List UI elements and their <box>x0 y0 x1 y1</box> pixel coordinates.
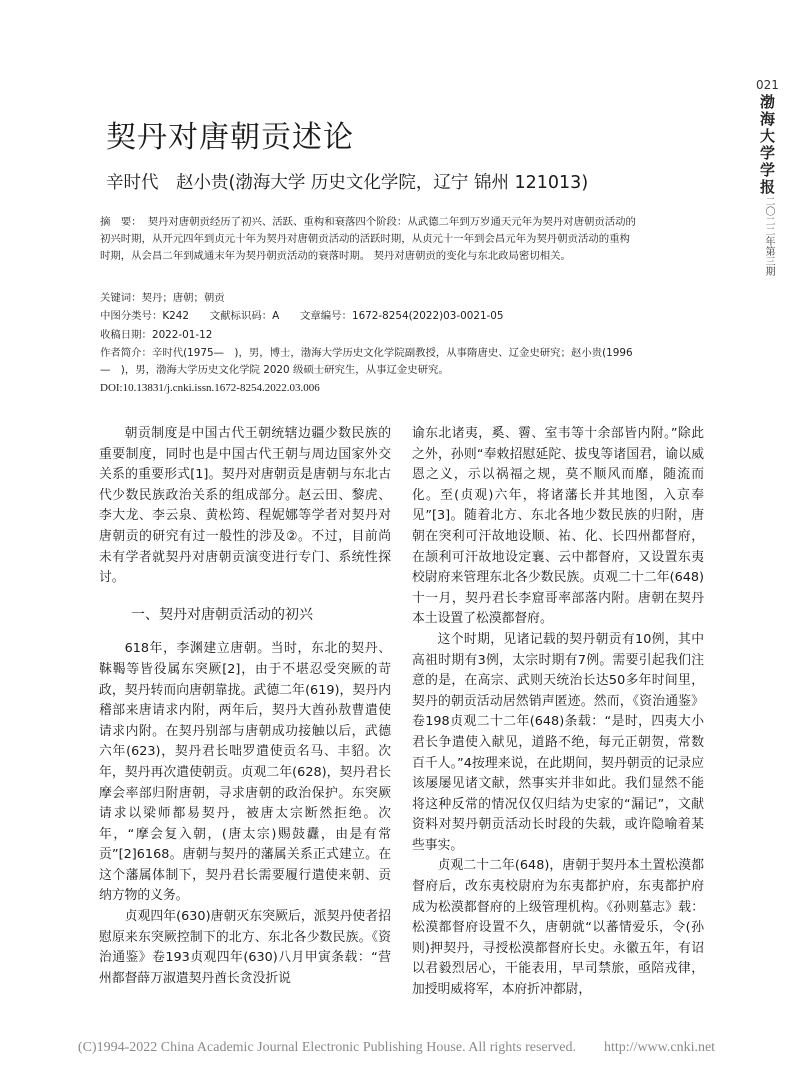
article-title: 契丹对唐朝贡述论 <box>106 120 354 155</box>
abstract-label: 摘 要： <box>100 216 142 228</box>
abstract-text: 契丹对唐朝贡经历了初兴、活跃、重构和衰落四个阶段：从武德二年到万岁通天元年为契丹对唐朝贡活动的初兴时期，从开元四年到贞元十年为契丹对唐朝贡活动的活跃时期，从贞元十一年到会昌元年为契丹朝贡活动的重构时期，从会昌二年到咸通末年为契丹朝贡活动的衰落时期。 契丹对唐朝贡的变化与东北政局密切相关。 <box>100 216 636 262</box>
journal-name: 渤海大学学报 <box>758 94 776 196</box>
page-number: 021 <box>756 78 779 92</box>
body-paragraph: 这个时期，见诸记载的契丹朝贡有10例，其中高祖时期有3例，太宗时期有7例。需要引起我们注意的是，在高宗、武则天统治长达50多年时间里，契丹的朝贡活动居然销声匿迹。然而，《资治通鉴》卷198贞观二十二年(648)条载：“是时，四夷大小君长争遣使入献见，道路不绝，每元正朝贺，常数百千人。”4按理来说，在此期间，契丹朝贡的记录应该屡屡见诸文献，然事实并非如此。我们显然不能将这种反常的情况仅仅归结为史家的“漏记”，文献资料对契丹朝贡活动长时段的失载，或许隐喻着某些事实。 <box>412 631 704 853</box>
body-right-column <box>412 424 704 1001</box>
body-left-column <box>99 424 391 989</box>
body-paragraph: 618年，李渊建立唐朝。当时，东北的契丹、靺鞨等皆役属东突厥[2]，由于不堪忍受突厥的苛政，契丹转而向唐朝靠拢。武德二年(619)，契丹内稽部来唐请求内附，两年后，契丹大酋孙敖曹遣使请求内附。在契丹别部与唐朝成功接触以后，武德六年(623)，契丹君长咄罗遣使贡名马、丰貂。次年，契丹再次遣使朝贡。贞观二年(628)，契丹君长摩会率部归附唐朝，寻求唐朝的政治保护。东突厥请求以梁师都易契丹，被唐太宗断然拒绝。次年，“摩会复入朝，(唐太宗)赐鼓纛，由是有常贡”[2]6168。唐朝与契丹的藩属关系正式建立。在这个藩属体制下，契丹君长需要履行遣使来朝、贡纳方物的义务。 <box>99 641 391 904</box>
article-authors: 辛时代 赵小贵(渤海大学 历史文化学院，辽宁 锦州 121013) <box>106 173 589 193</box>
abstract <box>100 214 640 265</box>
journal-issue: 二〇二二年第三期 <box>763 196 774 276</box>
classification-info: 中图分类号：K242 文献标识码：A 文章编号：1672-8254(2022)03-0021-05 <box>100 310 504 322</box>
doi: DOI:10.13831/j.cnki.issn.1672-8254.2022.03.006 <box>100 382 320 394</box>
body-paragraph: 谕东北诸夷，奚、霫、室韦等十余部皆内附。”除此之外，孙则“奉敕招慰延陀、拔曳等诸国君，谕以威恩之义，示以祸福之规，莫不顺风而靡，随流而化。至(贞观)六年，将诸藩长并其地图，入京奉见”[3]。随着北方、东北各地少数民族的归附，唐朝在突利可汗故地设顺、祐、化、长四州都督府，在颉利可汗故地设定襄、云中都督府，又设置东夷校尉府来管理东北各少数民族。贞观二十二年(648)十一月，契丹君长李窟哥率部落内附。唐朝在契丹本土设置了松漠都督府。 <box>412 426 704 627</box>
body-paragraph: 贞观四年(630)唐朝灭东突厥后，派契丹使者招慰原来东突厥控制下的北方、东北各少数民族。《资治通鉴》卷193贞观四年(630)八月甲寅条载：“营州都督薛万淑遣契丹酋长贪没折说 <box>99 909 391 986</box>
section-heading: 一、契丹对唐朝贡活动的初兴 <box>131 606 313 623</box>
received-date: 收稿日期：2022-01-12 <box>100 329 213 341</box>
author-introduction: 作者简介：辛时代(1975— )，男，博士，渤海大学历史文化学院副教授，从事隋唐史、辽金史研究；赵小贵(1996— )，男，渤海大学历史文化学院 2020 级硕士研究生，从事辽金史研究。 <box>100 347 633 376</box>
body-paragraph: 朝贡制度是中国古代王朝统辖边疆少数民族的重要制度，同时也是中国古代王朝与周边国家外交关系的重要形式[1]。契丹对唐朝贡是唐朝与东北古代少数民族政治关系的组成部分。赵云田、黎虎、李大龙、李云泉、黄松筠、程妮娜等学者对契丹对唐朝贡的研究有过一般性的涉及②。不过，目前尚未有学者就契丹对唐朝贡演变进行专门、系统性探讨。 <box>99 426 391 586</box>
keywords: 关键词：契丹；唐朝；朝贡 <box>100 292 225 304</box>
copyright-footer: (C)1994-2022 China Academic Journal Electronic Publishing House. All rights reserved. http://www.cnki.net <box>77 1040 716 1055</box>
body-paragraph: 贞观二十二年(648)，唐朝于契丹本土置松漠都督府后，改东夷校尉府为东夷都护府，东夷都护府成为松漠都督府的上级管理机构。《孙则墓志》载：松漠都督府设置不久，唐朝就“以蕃情爱乐，令(孙则)押契丹，寻授松漠都督府长史。永徽五年，有诏以君毅烈居心，干能表用，早司禁旅，亟陪戎律，加授明威将军，本府折冲都尉， <box>412 858 704 998</box>
